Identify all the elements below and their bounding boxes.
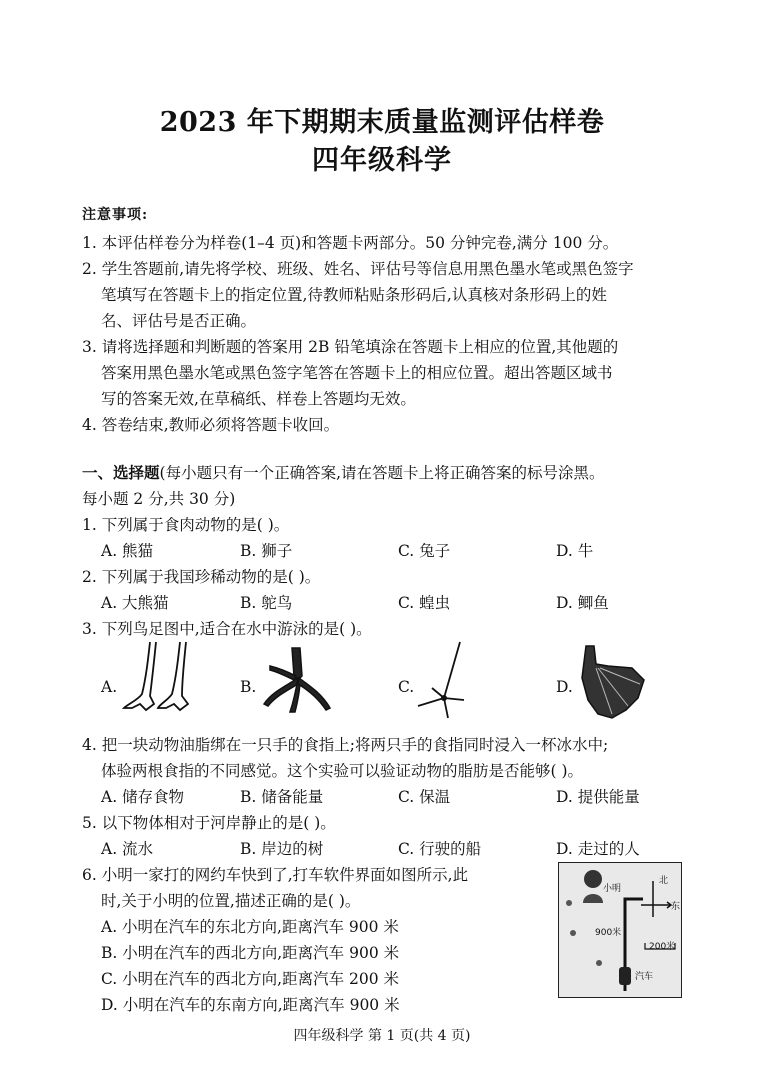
option: B. 狮子 (240, 542, 293, 560)
bird-foot-b-figure (258, 646, 338, 716)
question-stem: 1. 下列属于食肉动物的是( )。 (82, 516, 290, 534)
option: D. 小明在汽车的东南方向,距离汽车 900 米 (101, 996, 400, 1014)
map-person-label: 小明 (603, 884, 622, 894)
option: B. 储备能量 (240, 788, 324, 806)
option: A. 小明在汽车的东北方向,距离汽车 900 米 (101, 918, 399, 936)
section-heading-bold: 一、选择题 (82, 463, 160, 482)
option: A. (101, 678, 118, 696)
bird-foot-d-figure (572, 644, 652, 722)
map-distance-900: 900米 (595, 928, 622, 938)
question-stem-cont: 时,关于小明的位置,描述正确的是( )。 (101, 892, 361, 910)
note-line: 2. 学生答题前,请先将学校、班级、姓名、评估号等信息用黑色墨水笔或黑色签字 (82, 260, 634, 278)
notes-heading: 注意事项: (82, 207, 149, 223)
option: B. 鸵鸟 (240, 594, 293, 612)
option: B. (240, 678, 257, 696)
map-distance-200: 200米 (649, 942, 676, 952)
option: C. 蝗虫 (398, 594, 451, 612)
note-line: 1. 本评估样卷分为样卷(1–4 页)和答题卡两部分。50 分钟完卷,满分 100 分。 (82, 234, 619, 252)
question-stem: 4. 把一块动物油脂绑在一只手的食指上;将两只手的食指同时浸入一杯冰水中; (82, 736, 609, 754)
note-line: 写的答案无效,在草稿纸、样卷上答题均无效。 (101, 390, 416, 408)
note-line: 4. 答卷结束,教师必须将答题卡收回。 (82, 416, 340, 434)
page-footer: 四年级科学 第 1 页(共 4 页) (293, 1028, 471, 1044)
option: D. 提供能量 (556, 788, 640, 806)
note-line: 3. 请将选择题和判断题的答案用 2B 铅笔填涂在答题卡上相应的位置,其他题的 (82, 338, 619, 356)
section-heading-text: (每小题只有一个正确答案,请在答题卡上将正确答案的标号涂黑。 (159, 464, 605, 482)
question-stem: 2. 下列属于我国珍稀动物的是( )。 (82, 568, 321, 586)
option: C. 兔子 (398, 542, 451, 560)
option: D. (556, 678, 573, 696)
question-stem: 5. 以下物体相对于河岸静止的是( )。 (82, 814, 336, 832)
option: D. 鲫鱼 (556, 594, 609, 612)
option: B. 岸边的树 (240, 840, 324, 858)
option: A. 流水 (101, 840, 154, 858)
bird-foot-c-figure (414, 640, 474, 720)
option: C. 行驶的船 (398, 840, 482, 858)
section-heading (82, 462, 605, 484)
question-stem-cont: 体验两根食指的不同感觉。这个实验可以验证动物的脂肪是否能够( )。 (101, 762, 584, 780)
option: C. 小明在汽车的西北方向,距离汽车 200 米 (101, 970, 400, 988)
option: D. 走过的人 (556, 840, 640, 858)
note-line: 笔填写在答题卡上的指定位置,待教师粘贴条形码后,认真核对条形码上的姓 (101, 286, 607, 304)
exam-title: 2023 年下期期末质量监测评估样卷 (159, 107, 605, 138)
map-car-label: 汽车 (635, 972, 654, 982)
option: C. (398, 678, 415, 696)
section-heading-line2: 每小题 2 分,共 30 分) (82, 490, 236, 508)
note-line: 答案用黑色墨水笔或黑色签字笔答在答题卡上的相应位置。超出答题区域书 (101, 364, 613, 382)
note-line: 名、评估号是否正确。 (101, 312, 257, 330)
question-stem: 3. 下列鸟足图中,适合在水中游泳的是( )。 (82, 620, 372, 638)
option: C. 保温 (398, 788, 451, 806)
map-east-label: 东 (671, 902, 681, 912)
option: D. 牛 (556, 542, 594, 560)
option: B. 小明在汽车的西北方向,距离汽车 900 米 (101, 944, 400, 962)
ride-app-map-figure (558, 862, 682, 998)
map-north-label: 北 (659, 876, 669, 886)
option: A. 大熊猫 (101, 594, 169, 612)
bird-foot-a-figure (120, 640, 210, 716)
exam-subtitle: 四年级科学 (312, 145, 452, 176)
question-stem: 6. 小明一家打的网约车快到了,打车软件界面如图所示,此 (82, 866, 469, 884)
option: A. 储存食物 (101, 788, 185, 806)
option: A. 熊猫 (101, 542, 154, 560)
